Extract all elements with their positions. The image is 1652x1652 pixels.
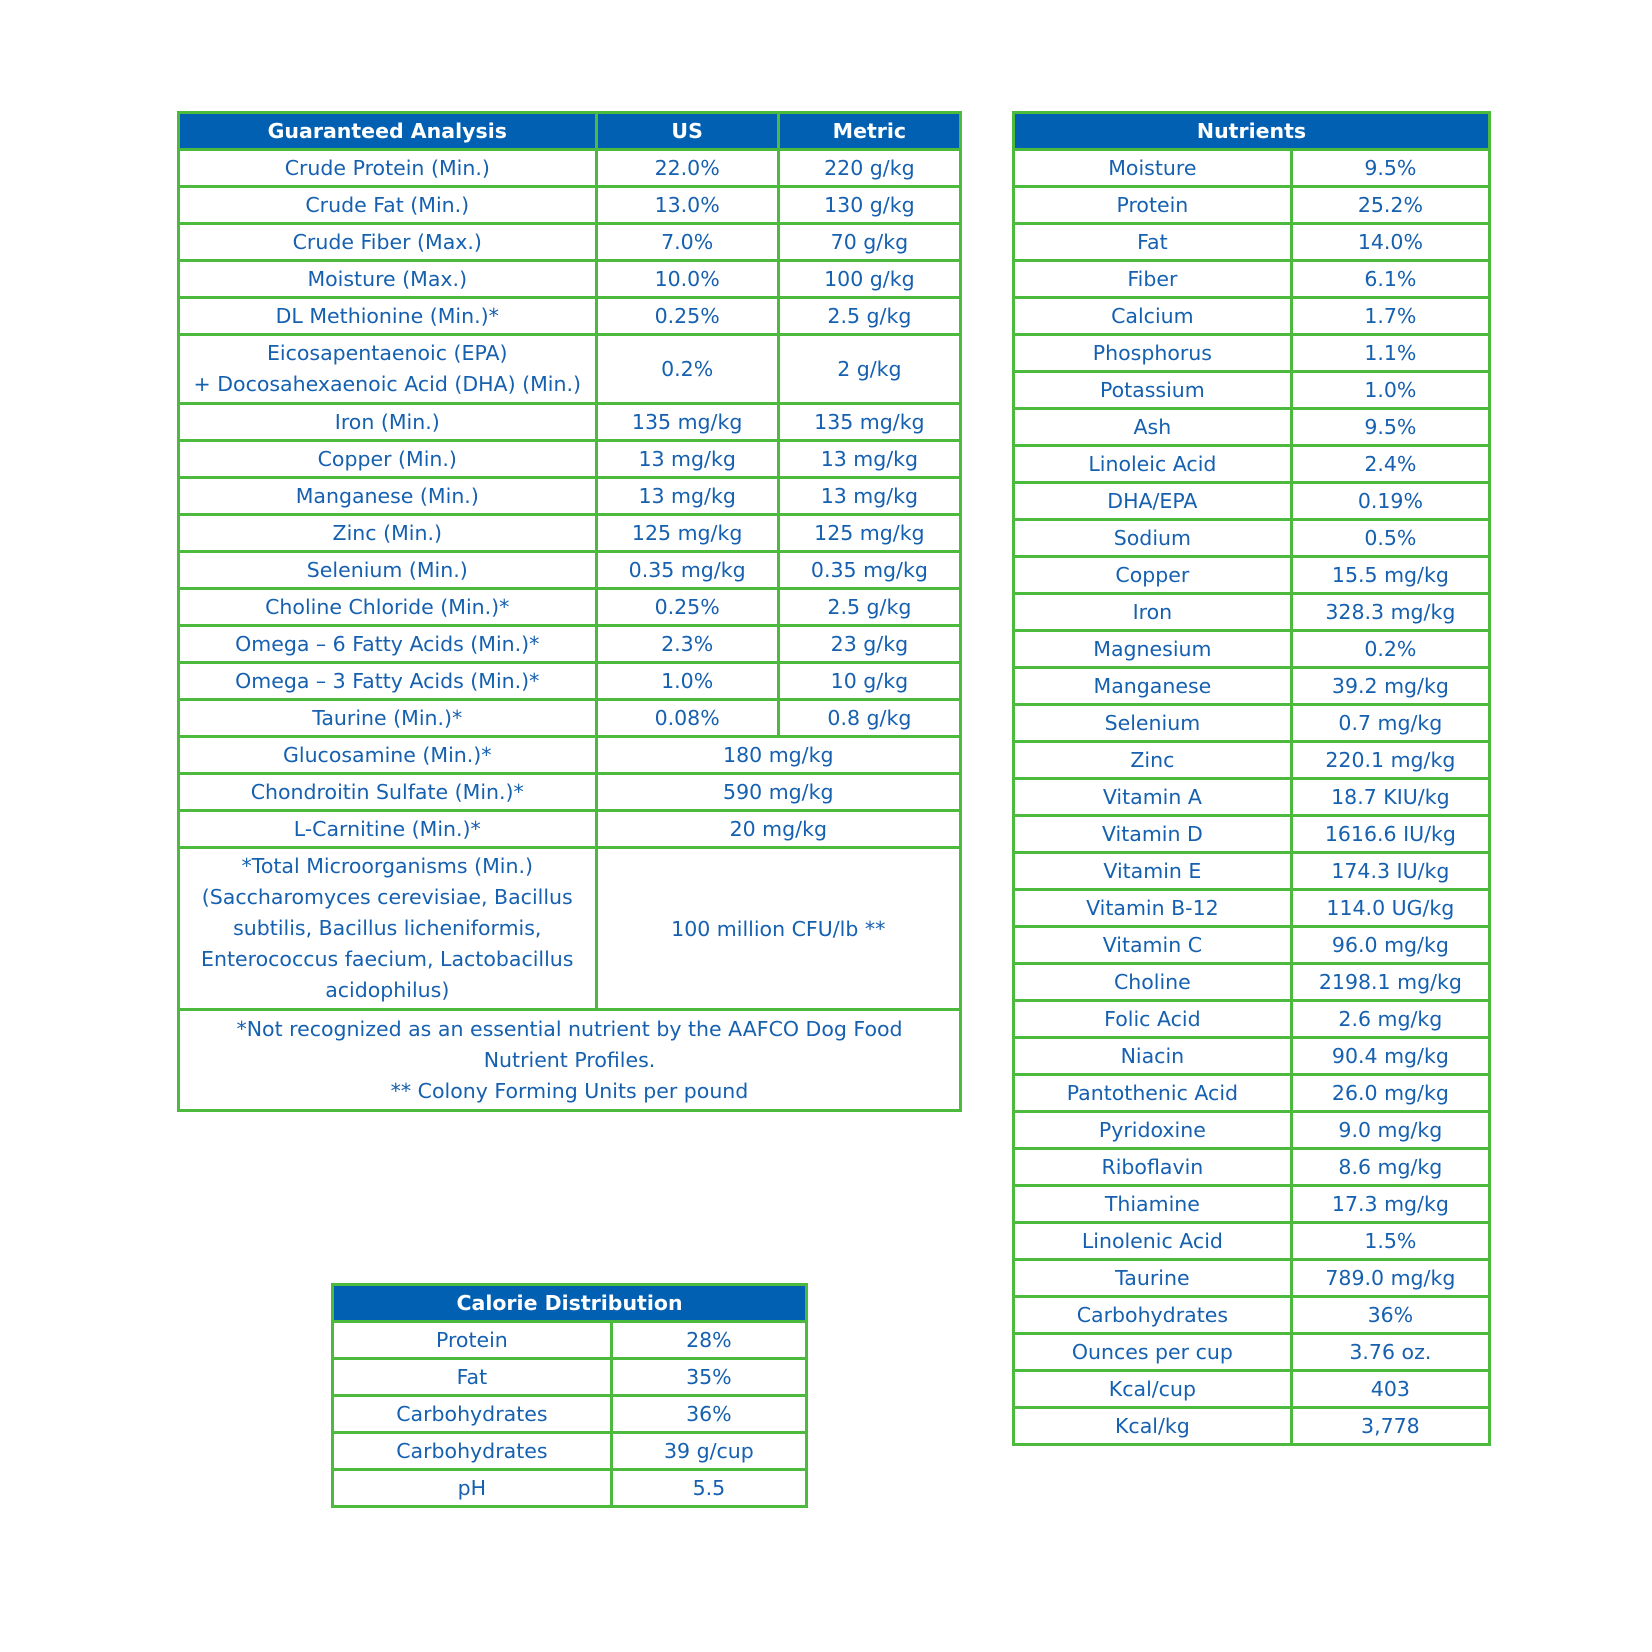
calorie-name: Fat [333,1359,612,1396]
table-row [179,150,961,187]
table-row [1014,298,1490,335]
nutrient-name: Selenium [1014,705,1292,742]
calorie-name: Carbohydrates [333,1433,612,1470]
table-row [1014,742,1490,779]
table-row [1014,1001,1490,1038]
table-row [179,589,961,626]
footnote-text: *Not recognized as an essential nutrient by the AAFCO Dog Food Nutrient Profiles. [236,1016,903,1072]
nutrient-value: 1.7% [1291,298,1489,335]
nutrient-name: Linolenic Acid [1014,1223,1292,1260]
table-row [1014,1408,1490,1445]
nutrient-name: Vitamin D [1014,816,1292,853]
table-row [1014,557,1490,594]
table-row [1014,964,1490,1001]
table-row [179,700,961,737]
nutrient-value: 9.5% [1291,150,1489,187]
metric-value: 10 g/kg [778,663,960,700]
nutrient-value: 15.5 mg/kg [1291,557,1489,594]
nutrient-value: 6.1% [1291,261,1489,298]
table-row [1014,224,1490,261]
metric-value: 100 g/kg [778,261,960,298]
nutrient-value: 328.3 mg/kg [1291,594,1489,631]
table-row [1014,1186,1490,1223]
table-row [1014,1260,1490,1297]
nutrient-name: Ounces per cup [1014,1334,1292,1371]
us-value: 22.0% [596,150,778,187]
nutrient-name: Pyridoxine [1014,1112,1292,1149]
metric-value: 70 g/kg [778,224,960,261]
nutrient-name: Niacin [1014,1038,1292,1075]
nutrient-value: 18.7 KIU/kg [1291,779,1489,816]
table-row [1014,890,1490,927]
nutrient-name: Copper [1014,557,1292,594]
table-row [1014,150,1490,187]
table-row [179,515,961,552]
nutrient-name [179,335,597,404]
table-row [179,441,961,478]
nutrient-name: Linoleic Acid [1014,446,1292,483]
nutrient-value: 0.19% [1291,483,1489,520]
nutrient-name: Potassium [1014,372,1292,409]
table-row [1014,409,1490,446]
table-row [1014,520,1490,557]
metric-value: 2.5 g/kg [778,589,960,626]
nutrient-value: 2.4% [1291,446,1489,483]
metric-header: Metric [778,113,960,150]
metric-value: 2 g/kg [778,335,960,404]
table-row [333,1433,807,1470]
nutrient-value: 2198.1 mg/kg [1291,964,1489,1001]
nutrient-name: Manganese [1014,668,1292,705]
table-row [179,811,961,848]
us-header: US [596,113,778,150]
merged-value: 20 mg/kg [596,811,960,848]
nutrient-value: 0.7 mg/kg [1291,705,1489,742]
calorie-value: 35% [611,1359,806,1396]
nutrient-name: Copper (Min.) [179,441,597,478]
us-value: 1.0% [596,663,778,700]
nutrient-name: Crude Fat (Min.) [179,187,597,224]
nutrient-value: 0.2% [1291,631,1489,668]
table-row [1014,816,1490,853]
table-row [179,335,961,404]
us-value: 7.0% [596,224,778,261]
calorie-name: Carbohydrates [333,1396,612,1433]
metric-value: 0.8 g/kg [778,700,960,737]
nutrients-table [1012,111,1491,1446]
metric-value: 2.5 g/kg [778,298,960,335]
metric-value: 0.35 mg/kg [778,552,960,589]
table-row [1014,446,1490,483]
nutrient-value: 174.3 IU/kg [1291,853,1489,890]
footnote [179,1010,961,1111]
table-row [179,626,961,663]
calorie-value: 28% [611,1322,806,1359]
nutrient-value: 17.3 mg/kg [1291,1186,1489,1223]
nutrient-name: Sodium [1014,520,1292,557]
us-value: 10.0% [596,261,778,298]
metric-value: 130 g/kg [778,187,960,224]
table-row [179,224,961,261]
nutrient-name-line: + Docosahexaenoic Acid (DHA) (Min.) [193,372,581,396]
us-value: 0.35 mg/kg [596,552,778,589]
table-row [1014,927,1490,964]
nutrient-name: DL Methionine (Min.)* [179,298,597,335]
table-row [1014,705,1490,742]
table-row [1014,1149,1490,1186]
nutrient-value: 36% [1291,1297,1489,1334]
merged-value: 180 mg/kg [596,737,960,774]
guaranteed-analysis-table [177,111,962,1112]
nutrient-name: Choline [1014,964,1292,1001]
nutrient-name: Moisture [1014,150,1292,187]
nutrient-name: Kcal/kg [1014,1408,1292,1445]
metric-value: 135 mg/kg [778,404,960,441]
nutrient-name: Taurine [1014,1260,1292,1297]
nutrient-value: 14.0% [1291,224,1489,261]
table-row [179,774,961,811]
table-row [179,663,961,700]
metric-value: 13 mg/kg [778,478,960,515]
nutrient-name: Omega – 6 Fatty Acids (Min.)* [179,626,597,663]
nutrient-name: Riboflavin [1014,1149,1292,1186]
nutrient-name: Folic Acid [1014,1001,1292,1038]
nutrient-name-line: Eicosapentaenoic (EPA) [266,341,508,365]
us-value: 13 mg/kg [596,478,778,515]
footnote-row [179,1010,961,1111]
nutrient-name: Crude Protein (Min.) [179,150,597,187]
nutrient-name: DHA/EPA [1014,483,1292,520]
table-row [179,187,961,224]
nutrient-name: L-Carnitine (Min.)* [179,811,597,848]
nutrient-value: 96.0 mg/kg [1291,927,1489,964]
table-row [333,1396,807,1433]
nutrient-name: Protein [1014,187,1292,224]
nutrient-name: Choline Chloride (Min.)* [179,589,597,626]
calorie-value: 36% [611,1396,806,1433]
table-row [179,478,961,515]
us-value: 0.2% [596,335,778,404]
table-row [1014,261,1490,298]
table-row [1014,372,1490,409]
nutrient-name: Calcium [1014,298,1292,335]
metric-value: 13 mg/kg [778,441,960,478]
nutrient-name: Vitamin B-12 [1014,890,1292,927]
table-row [1014,1334,1490,1371]
microorganisms-name: *Total Microorganisms (Min.) (Saccharomyces cerevisiae, Bacillus subtilis, Bacillus licheniformis, Enterococcus faecium, Lactobacillus acidophilus) [179,848,597,1010]
nutrient-name: Iron [1014,594,1292,631]
calorie-value: 39 g/cup [611,1433,806,1470]
table-row [1014,1297,1490,1334]
table-row [1014,631,1490,668]
table-row [179,737,961,774]
guaranteed-analysis-header: Guaranteed Analysis [179,113,597,150]
table-row [179,404,961,441]
nutrient-name: Pantothenic Acid [1014,1075,1292,1112]
merged-value: 590 mg/kg [596,774,960,811]
nutrient-value: 90.4 mg/kg [1291,1038,1489,1075]
nutrient-value: 403 [1291,1371,1489,1408]
nutrient-value: 0.5% [1291,520,1489,557]
footnote-text: ** Colony Forming Units per pound [390,1078,749,1103]
us-value: 125 mg/kg [596,515,778,552]
nutrient-name: Crude Fiber (Max.) [179,224,597,261]
nutrient-name: Phosphorus [1014,335,1292,372]
metric-value: 220 g/kg [778,150,960,187]
nutrient-value: 8.6 mg/kg [1291,1149,1489,1186]
nutrient-value: 789.0 mg/kg [1291,1260,1489,1297]
nutrient-value: 1616.6 IU/kg [1291,816,1489,853]
us-value: 13.0% [596,187,778,224]
nutrient-value: 1.0% [1291,372,1489,409]
metric-value: 125 mg/kg [778,515,960,552]
nutrient-value: 9.5% [1291,409,1489,446]
nutrient-name: Moisture (Max.) [179,261,597,298]
calorie-distribution-table [331,1283,808,1508]
table-row [1014,335,1490,372]
nutrient-name: Glucosamine (Min.)* [179,737,597,774]
nutrient-value: 220.1 mg/kg [1291,742,1489,779]
nutrient-name: Selenium (Min.) [179,552,597,589]
table-row [1014,594,1490,631]
nutrient-name: Iron (Min.) [179,404,597,441]
nutrient-value: 3.76 oz. [1291,1334,1489,1371]
table-row [1014,187,1490,224]
nutrient-value: 9.0 mg/kg [1291,1112,1489,1149]
nutrient-name: Magnesium [1014,631,1292,668]
table-row [179,298,961,335]
nutrient-name: Carbohydrates [1014,1297,1292,1334]
nutrient-name: Vitamin E [1014,853,1292,890]
nutrient-name: Thiamine [1014,1186,1292,1223]
calorie-distribution-header: Calorie Distribution [333,1285,807,1322]
table-row [179,848,961,1010]
us-value: 13 mg/kg [596,441,778,478]
nutrient-name: Fiber [1014,261,1292,298]
us-value: 0.25% [596,589,778,626]
nutrient-name: Fat [1014,224,1292,261]
microorganisms-value: 100 million CFU/lb ** [596,848,960,1010]
table-row [1014,779,1490,816]
table-row [1014,483,1490,520]
table-row [1014,1371,1490,1408]
calorie-value: 5.5 [611,1470,806,1507]
table-header-row [1014,113,1490,150]
us-value: 0.25% [596,298,778,335]
nutrient-name: Omega – 3 Fatty Acids (Min.)* [179,663,597,700]
table-row [1014,1038,1490,1075]
table-header-row [333,1285,807,1322]
table-row [333,1359,807,1396]
table-header-row [179,113,961,150]
nutrient-value: 114.0 UG/kg [1291,890,1489,927]
us-value: 135 mg/kg [596,404,778,441]
nutrient-value: 1.1% [1291,335,1489,372]
table-row [1014,1223,1490,1260]
table-row [1014,1112,1490,1149]
nutrient-name: Vitamin C [1014,927,1292,964]
calorie-name: Protein [333,1322,612,1359]
calorie-name: pH [333,1470,612,1507]
nutrient-name: Kcal/cup [1014,1371,1292,1408]
us-value: 0.08% [596,700,778,737]
table-row [179,261,961,298]
nutrient-value: 2.6 mg/kg [1291,1001,1489,1038]
nutrient-value: 39.2 mg/kg [1291,668,1489,705]
table-row [333,1470,807,1507]
table-row [179,552,961,589]
nutrient-name: Manganese (Min.) [179,478,597,515]
nutrient-value: 26.0 mg/kg [1291,1075,1489,1112]
table-row [1014,1075,1490,1112]
table-row [1014,668,1490,705]
nutrient-value: 3,778 [1291,1408,1489,1445]
nutrient-name: Ash [1014,409,1292,446]
nutrients-header: Nutrients [1014,113,1490,150]
nutrient-name: Taurine (Min.)* [179,700,597,737]
nutrient-name: Vitamin A [1014,779,1292,816]
nutrient-value: 1.5% [1291,1223,1489,1260]
table-row [1014,853,1490,890]
nutrient-value: 25.2% [1291,187,1489,224]
metric-value: 23 g/kg [778,626,960,663]
nutrient-name: Zinc (Min.) [179,515,597,552]
us-value: 2.3% [596,626,778,663]
table-row [333,1322,807,1359]
nutrient-name: Chondroitin Sulfate (Min.)* [179,774,597,811]
nutrient-name: Zinc [1014,742,1292,779]
